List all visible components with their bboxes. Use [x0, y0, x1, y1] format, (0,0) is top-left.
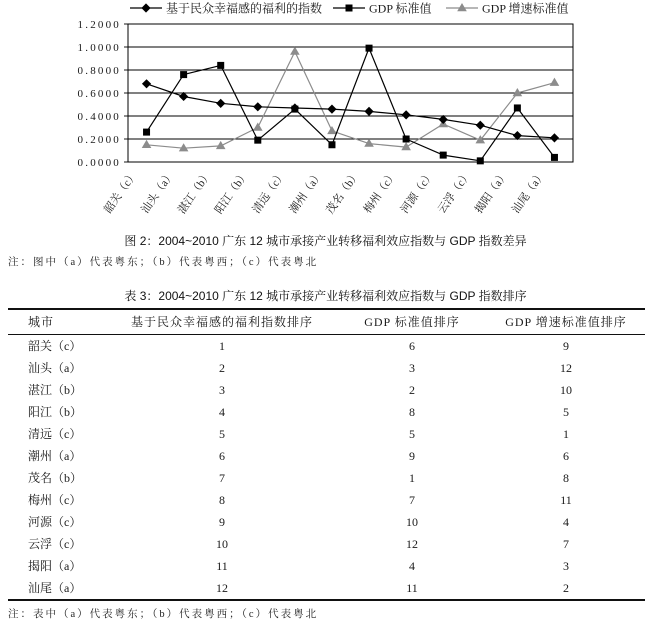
legend-item-3: [446, 1, 569, 16]
x-axis-labels: [100, 168, 547, 217]
x-tick-label: 阳江（b）: [213, 168, 252, 217]
series-2-point: [440, 152, 447, 159]
column-header-welfare-rank: 基于民众幸福感的福利指数排序: [130, 315, 313, 329]
series-3-line: [147, 52, 555, 149]
cell-gdp-rank: 9: [409, 449, 415, 463]
cell-gdp-growth-rank: 12: [560, 361, 572, 375]
cell-gdp-rank: 12: [406, 537, 418, 551]
legend-marker-square: [346, 5, 353, 12]
table-row: [0, 511, 651, 533]
series-2-point: [403, 136, 410, 143]
line-chart: [0, 0, 651, 232]
table-row: [0, 489, 651, 511]
figure-caption: 图 2：2004~2010 广东 12 城市承接产业转移福利效应指数与 GDP 指数差异: [124, 234, 527, 248]
cell-city: 汕头（a）: [28, 361, 82, 375]
x-tick-label: 河源（c）: [398, 168, 437, 216]
cell-gdp-rank: 4: [409, 559, 415, 573]
series-2-point: [328, 141, 335, 148]
cell-gdp-rank: 11: [406, 581, 418, 595]
series-3-point: [401, 142, 411, 150]
series-2-point: [514, 104, 521, 111]
y-tick-label: 0.6000: [77, 88, 121, 100]
cell-welfare-rank: 8: [219, 493, 225, 507]
cell-city: 韶关（c）: [28, 339, 82, 353]
series-3-point: [327, 126, 337, 134]
legend-marker-triangle: [457, 3, 467, 11]
table-row: [0, 577, 651, 599]
x-tick-label: 韶关（c）: [102, 168, 140, 216]
column-header-gdp-growth-rank: GDP 增速标准值排序: [505, 315, 627, 329]
series-3-point: [290, 47, 300, 55]
legend: [130, 1, 569, 16]
series-1: [142, 79, 559, 142]
cell-gdp-rank: 8: [409, 405, 415, 419]
series-1-point: [550, 133, 559, 142]
table-note: 注：表中（a）代表粤东；（b）代表粤西；（c）代表粤北: [8, 609, 319, 620]
cell-gdp-rank: 5: [409, 427, 415, 441]
cell-city: 河源（c）: [28, 515, 82, 529]
cell-welfare-rank: 11: [216, 559, 228, 573]
cell-welfare-rank: 2: [219, 361, 225, 375]
table-header-row: [0, 311, 651, 333]
x-tick-label: 清远（c）: [250, 168, 289, 216]
series-2-point: [366, 45, 373, 52]
cell-gdp-rank: 1: [409, 471, 415, 485]
cell-gdp-growth-rank: 9: [563, 339, 569, 353]
cell-city: 梅州（c）: [28, 493, 82, 507]
cell-welfare-rank: 7: [219, 471, 225, 485]
table-row: [0, 357, 651, 379]
cell-welfare-rank: 5: [219, 427, 225, 441]
cell-city: 云浮（c）: [28, 537, 82, 551]
series-1-point: [216, 99, 225, 108]
cell-gdp-growth-rank: 1: [563, 427, 569, 441]
y-tick-label: 0.4000: [77, 111, 121, 123]
column-header-city: 城市: [28, 315, 55, 329]
table-row: [0, 445, 651, 467]
series-1-point: [364, 107, 373, 116]
series-2-point: [180, 71, 187, 78]
cell-gdp-rank: 6: [409, 339, 415, 353]
series-1-point: [142, 79, 151, 88]
cell-gdp-rank: 3: [409, 361, 415, 375]
series-1-line: [147, 84, 555, 138]
gridlines: [124, 24, 573, 162]
cell-gdp-growth-rank: 2: [563, 581, 569, 595]
table-bottom-rule: [8, 599, 645, 601]
x-tick-label: 汕尾（a）: [510, 168, 548, 216]
legend-label: GDP 增速标准值: [482, 1, 569, 16]
table-row: [0, 379, 651, 401]
y-tick-label: 1.2000: [77, 19, 121, 31]
cell-gdp-rank: 2: [409, 383, 415, 397]
x-tick-label: 云浮（c）: [435, 168, 474, 216]
legend-item-2: [333, 1, 432, 16]
y-tick-label: 0.0000: [77, 157, 121, 169]
figure-note: 注：图中（a）代表粤东；（b）代表粤西；（c）代表粤北: [8, 257, 319, 268]
cell-city: 湛江（b）: [28, 383, 83, 397]
y-tick-label: 0.2000: [77, 134, 121, 146]
table-row: [0, 555, 651, 577]
cell-gdp-rank: 7: [409, 493, 415, 507]
cell-city: 阳江（b）: [28, 405, 83, 419]
y-tick-label: 0.8000: [77, 65, 121, 77]
cell-gdp-growth-rank: 6: [563, 449, 569, 463]
legend-label: GDP 标准值: [369, 1, 432, 16]
series-3-point: [216, 141, 226, 149]
table-row: [0, 401, 651, 423]
cell-city: 茂名（b）: [28, 471, 83, 485]
legend-marker-diamond: [141, 3, 150, 12]
series-1-point: [327, 105, 336, 114]
cell-welfare-rank: 9: [219, 515, 225, 529]
x-tick-label: 揭阳（a）: [472, 168, 511, 216]
series-3: [142, 47, 560, 152]
cell-gdp-rank: 10: [406, 515, 418, 529]
y-tick-label: 1.0000: [77, 42, 121, 54]
series-2-point: [551, 154, 558, 161]
cell-gdp-growth-rank: 8: [563, 471, 569, 485]
cell-gdp-growth-rank: 4: [563, 515, 569, 529]
table-row: [0, 533, 651, 555]
table-top-rule: [8, 308, 645, 310]
cell-welfare-rank: 12: [216, 581, 228, 595]
series-2-point: [143, 129, 150, 136]
cell-welfare-rank: 1: [219, 339, 225, 353]
cell-city: 清远（c）: [28, 427, 82, 441]
series-3-point: [142, 140, 152, 148]
cell-city: 潮州（a）: [28, 449, 82, 463]
y-axis-labels: [78, 19, 121, 169]
series-3-point: [550, 78, 560, 86]
series-1-point: [476, 121, 485, 130]
cell-city: 揭阳（a）: [28, 559, 82, 573]
series-2-point: [254, 137, 261, 144]
x-tick-label: 潮州（a）: [287, 168, 326, 216]
x-tick-label: 梅州（c）: [361, 168, 400, 216]
series-2-point: [217, 62, 224, 69]
cell-gdp-growth-rank: 7: [563, 537, 569, 551]
series-1-point: [253, 102, 262, 111]
table-row: [0, 467, 651, 489]
legend-label: 基于民众幸福感的福利的指数: [166, 1, 323, 16]
series-1-point: [402, 110, 411, 119]
column-header-gdp-rank: GDP 标准值排序: [364, 315, 460, 329]
series-2-point: [477, 157, 484, 164]
x-tick-label: 汕头（a）: [139, 168, 178, 216]
cell-welfare-rank: 6: [219, 449, 225, 463]
table-row: [0, 335, 651, 357]
cell-gdp-growth-rank: 11: [560, 493, 572, 507]
cell-gdp-growth-rank: 10: [560, 383, 572, 397]
table-title: 表 3：2004~2010 广东 12 城市承接产业转移福利效应指数与 GDP 指数排序: [124, 289, 527, 303]
cell-welfare-rank: 4: [219, 405, 225, 419]
table-row: [0, 423, 651, 445]
cell-welfare-rank: 10: [216, 537, 228, 551]
series-2-line: [147, 48, 555, 161]
x-tick-label: 湛江（b）: [175, 168, 215, 217]
cell-gdp-growth-rank: 3: [563, 559, 569, 573]
cell-welfare-rank: 3: [219, 383, 225, 397]
legend-item-1: [130, 1, 322, 16]
cell-city: 汕尾（a）: [28, 581, 82, 595]
series-3-point: [253, 123, 263, 131]
x-tick-label: 茂名（b）: [324, 168, 363, 217]
cell-gdp-growth-rank: 5: [563, 405, 569, 419]
